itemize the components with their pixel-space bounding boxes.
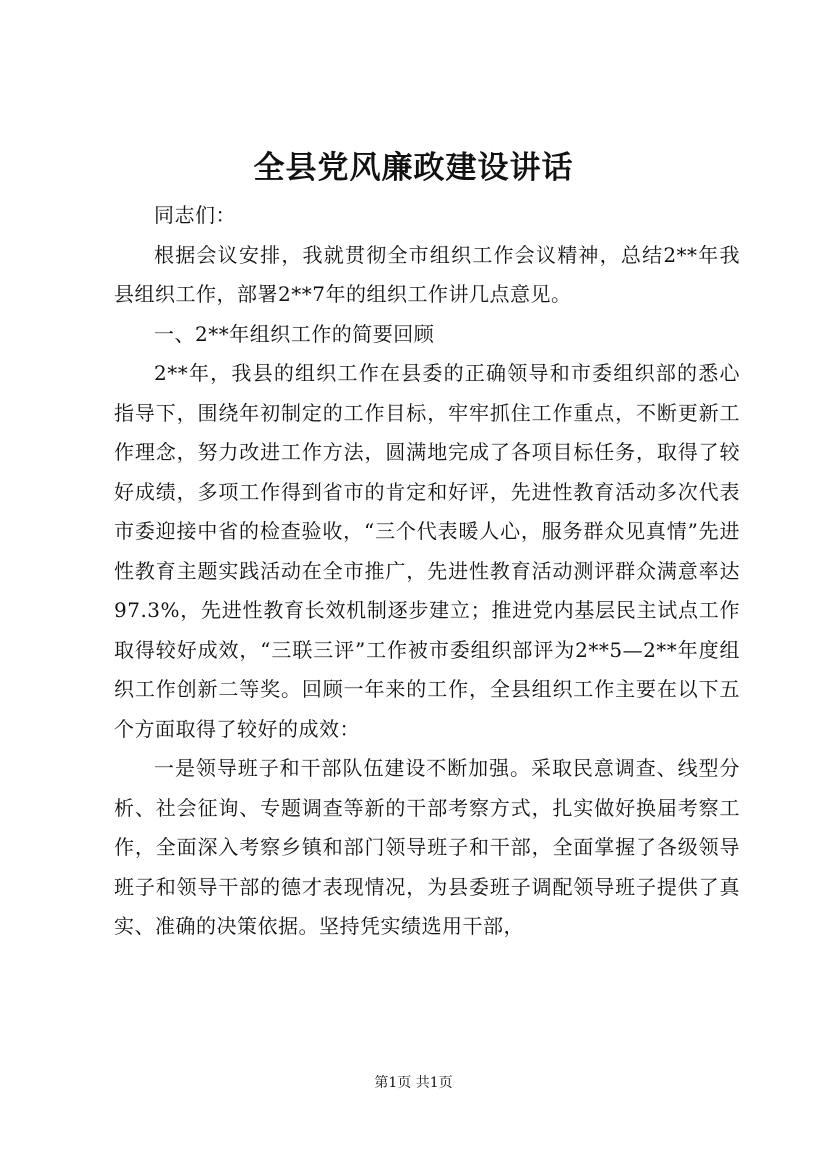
section-heading: 一、2**年组织工作的简要回顾 [154, 321, 435, 346]
page-footer: 第1页 共1页 [374, 1075, 453, 1091]
body-paragraph: 一是领导班子和干部队伍建设不断加强。采取民意调查、线型分析、社会征询、专题调查等新的干部考察方式，扎实做好换届考察工作，全面深入考察乡镇和部门领导班子和干部，全面掌握了各级领导班子和领导干部的德才表现情况，为县委班子调配领导班子提供了真实、准确的决策依据。坚持凭实绩选用干部， [114, 756, 740, 938]
document-body [114, 196, 740, 947]
body-paragraph: 2**年，我县的组织工作在县委的正确领导和市委组织部的悉心指导下，围绕年初制定的工作目标，牢牢抓住工作重点，不断更新工作理念，努力改进工作方法，圆满地完成了各项目标任务，取得了较好成绩，多项工作得到省市的肯定和好评，先进性教育活动多次代表市委迎接中省的检查验收，“三个代表暖人心，服务群众见真情”先进性教育主题实践活动在全市推广，先进性教育活动测评群众满意率达97.3%，先进性教育长效机制逐步建立；推进党内基层民主试点工作取得较好成效，“三联三评”工作被市委组织部评为2**5—2**年度组织工作创新二等奖。回顾一年来的工作，全县组织工作主要在以下五个方面取得了较好的成效： [114, 361, 740, 741]
body-paragraph: 根据会议安排，我就贯彻全市组织工作会议精神，总结2**年我县组织工作，部署2**7年的组织工作讲几点意见。 [114, 242, 740, 306]
salutation-paragraph: 同志们： [154, 203, 236, 227]
document-title: 全县党风廉政建设讲话 [253, 150, 574, 186]
